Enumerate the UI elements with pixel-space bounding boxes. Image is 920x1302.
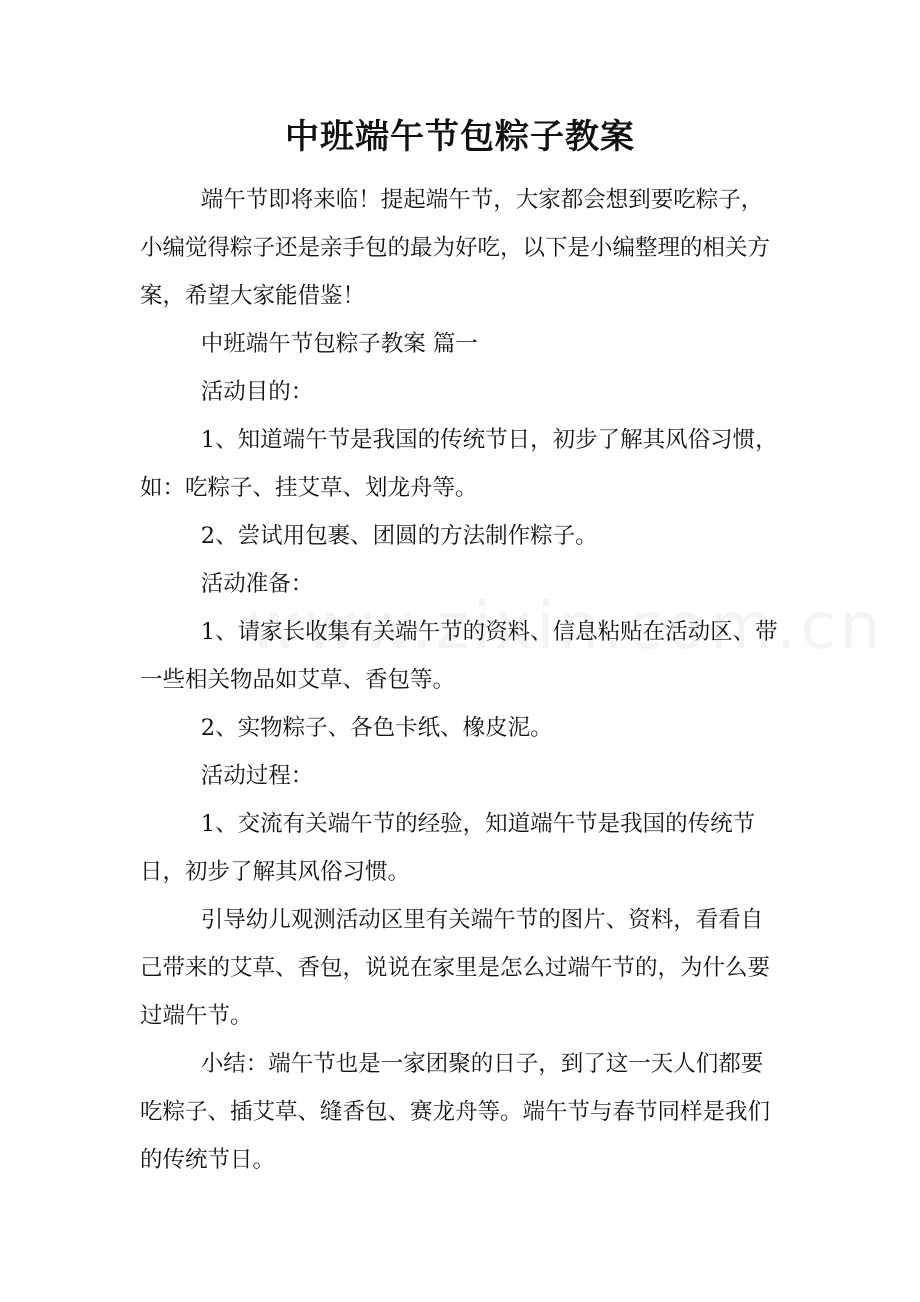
intro-paragraph: 端午节即将来临！提起端午节，大家都会想到要吃粽子，小编觉得粽子还是亲手包的最为好吃，以下是小编整理的相关方案，希望大家能借鉴！ [140,187,771,309]
process-paragraph: 引导幼儿观测活动区里有关端午节的图片、资料，看看自己带来的艾草、香包，说说在家里是怎么过端午节的，为什么要过端午节。 [140,907,771,1029]
document-title: 中班端午节包粽子教案 [285,117,635,157]
preparation-item: 2、实物粽子、各色卡纸、橡皮泥。 [200,715,553,741]
objective-item: 2、尝试用包裹、团圆的方法制作粽子。 [200,523,598,549]
objective-item: 1、知道端午节是我国的传统节日，初步了解其风俗习惯，如：吃粽子、挂艾草、划龙舟等。 [140,427,778,501]
subheading-preparation: 活动准备： [200,571,314,597]
subheading-objectives: 活动目的： [200,379,314,405]
section-heading: 中班端午节包粽子教案 篇一 [200,331,478,357]
subheading-process: 活动过程： [200,763,314,789]
document-body [140,176,785,1184]
process-item: 1、交流有关端午节的经验，知道端午节是我国的传统节日，初步了解其风俗习惯。 [140,811,756,885]
preparation-item: 1、请家长收集有关端午节的资料、信息粘贴在活动区、带一些相关物品如艾草、香包等。 [140,619,778,693]
summary-paragraph: 小结：端午节也是一家团聚的日子，到了这一天人们都要吃粽子、插艾草、缝香包、赛龙舟等。端午节与春节同样是我们的传统节日。 [140,1051,771,1173]
